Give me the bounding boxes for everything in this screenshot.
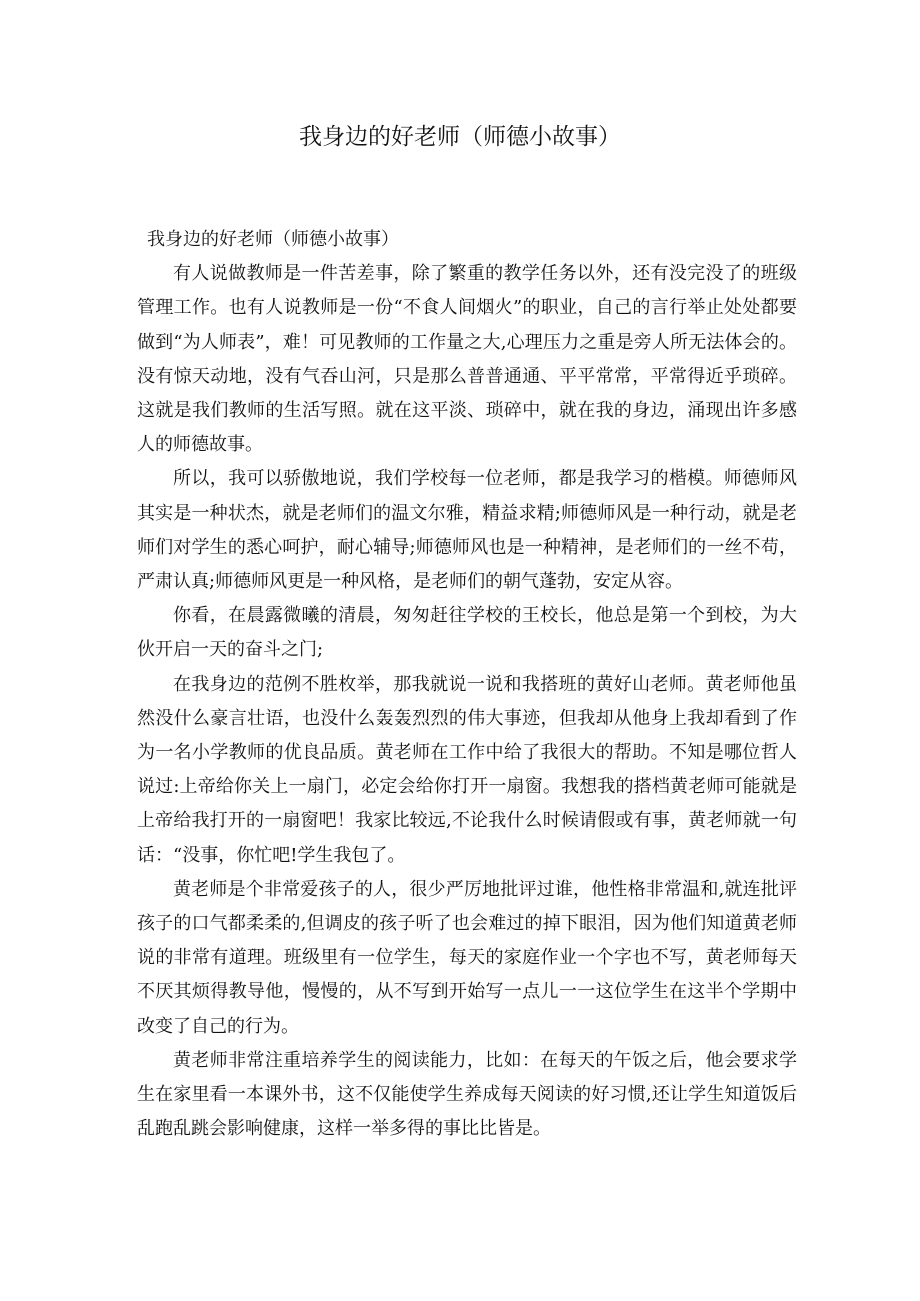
paragraph-6: 黄老师非常注重培养学生的阅读能力，比如：在每天的午饭之后，他会要求学生在家里看一本课外书，这不仅能使学生养成每天阅读的好习惯,还让学生知道饭后乱跑乱跳会影响健康，这样一举多得的事比比皆是。 [137,1049,797,1140]
document-body [137,223,797,1146]
paragraph-3: 你看，在晨露微曦的清晨，匆匆赶往学校的王校长，他总是第一个到校，为大伙开启一天的奋斗之门; [137,605,797,661]
paragraph-2: 所以，我可以骄傲地说，我们学校每一位老师，都是我学习的楷模。师德师风其实是一种状杰，就是老师们的温文尔雅，精益求精;师德师风是一种行动，就是老师们对学生的悉心呵护，耐心辅导;师德师风也是一种精神，是老师们的一丝不苟，严肃认真;师德师风更是一种风格，是老师们的朝气蓬勃，安定从容。 [137,468,797,593]
document-subtitle: 我身边的好老师（师德小故事） [147,229,399,250]
paragraph-5: 黄老师是个非常爱孩子的人，很少严厉地批评过谁，他性格非常温和,就连批评孩子的口气都柔柔的,但调皮的孩子听了也会难过的掉下眼泪，因为他们知道黄老师说的非常有道理。班级里有一位学生，每天的家庭作业一个字也不写，黄老师每天不厌其烦得教导他，慢慢的，从不写到开始写一点儿一一这位学生在这半个学期中改变了自己的行为。 [137,878,797,1037]
paragraph-4: 在我身边的范例不胜枚举，那我就说一说和我搭班的黄好山老师。黄老师他虽然没什么豪言壮语，也没什么轰轰烈烈的伟大事迹，但我却从他身上我却看到了作为一名小学教师的优良品质。黄老师在工作中给了我很大的帮助。不知是哪位哲人说过:上帝给你关上一扇门，必定会给你打开一扇窗。我想我的搭档黄老师可能就是上帝给我打开的一扇窗吧！我家比较远,不论我什么时候请假或有事，黄老师就一句话：“没事，你忙吧!学生我包了。 [137,673,797,866]
paragraph-1: 有人说做教师是一件苦差事，除了繁重的教学任务以外，还有没完没了的班级管理工作。也有人说教师是一份“不食人间烟火”的职业，自己的言行举止处处都要做到“为人师表”，难！可见教师的工作量之大,心理压力之重是旁人所无法体会的。没有惊天动地，没有气吞山河，只是那么普普通通、平平常常，平常得近乎琐碎。这就是我们教师的生活写照。就在这平淡、琐碎中，就在我的身边，涌现出许多感人的师德故事。 [137,263,797,456]
document-title: 我身边的好老师（师德小故事） [299,124,621,150]
